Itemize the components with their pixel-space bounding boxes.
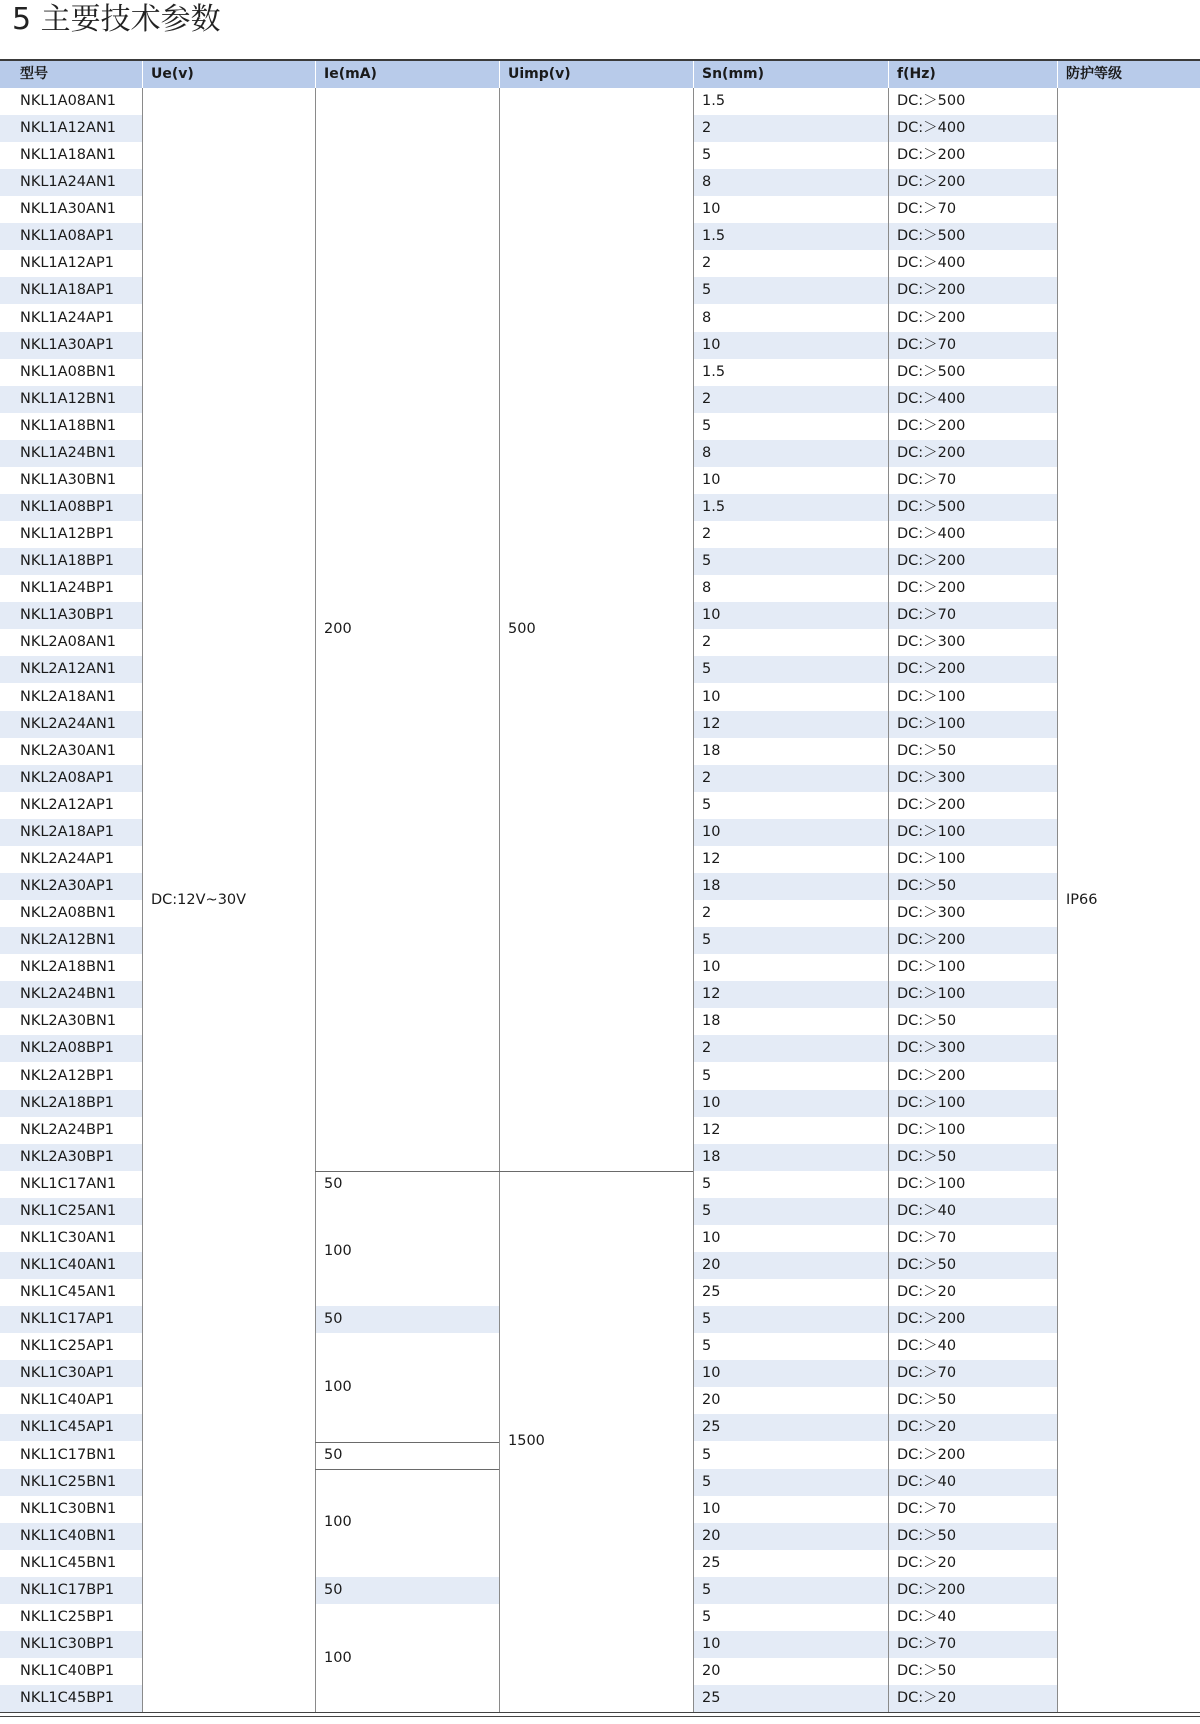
model-cell: NKL1C25AP1 (20, 1338, 115, 1355)
model-cell: NKL1C30AN1 (20, 1229, 117, 1246)
model-cell: NKL1A24BP1 (20, 580, 114, 597)
frequency-cell: DC:＞70 (897, 1365, 957, 1382)
sn-cell: 5 (702, 1311, 712, 1328)
model-cell: NKL2A24AN1 (20, 715, 117, 732)
model-cell: NKL1A24AP1 (20, 309, 114, 326)
frequency-cell: DC:＞200 (897, 147, 966, 164)
sn-cell: 2 (702, 634, 712, 651)
model-cell: NKL2A18BP1 (20, 1094, 114, 1111)
header-divider (142, 61, 143, 88)
model-cell: NKL1C40AN1 (20, 1257, 117, 1273)
sn-cell: 1.5 (702, 228, 726, 245)
model-cell: NKL2A18AP1 (20, 823, 114, 840)
sn-cell: 1.5 (702, 363, 726, 380)
sn-cell: 20 (702, 1663, 721, 1680)
sn-cell: 10 (702, 1365, 721, 1382)
frequency-cell: DC:＞70 (897, 336, 957, 353)
model-cell: NKL2A08AP1 (20, 769, 114, 786)
model-cell: NKL2A24BN1 (20, 986, 117, 1003)
frequency-cell: DC:＞100 (897, 715, 966, 732)
row-stripe (693, 1523, 1057, 1550)
row-stripe (693, 115, 1057, 142)
sn-cell: 5 (702, 1473, 712, 1490)
header-divider (888, 61, 889, 88)
model-cell: NKL1C25BN1 (20, 1473, 117, 1490)
frequency-cell: DC:＞200 (897, 282, 966, 299)
sn-cell: 2 (702, 769, 712, 786)
frequency-cell: DC:＞200 (897, 661, 966, 678)
model-cell: NKL2A08BP1 (20, 1040, 114, 1057)
model-cell: NKL1C45BN1 (20, 1554, 117, 1571)
frequency-cell: DC:＞50 (897, 1527, 957, 1544)
frequency-cell: DC:＞70 (897, 201, 957, 218)
frequency-cell: DC:＞50 (897, 1663, 957, 1680)
ie-cell: 100 (324, 1514, 352, 1531)
frequency-cell: DC:＞40 (897, 1202, 957, 1219)
row-stripe (693, 494, 1057, 521)
row-stripe (693, 1469, 1057, 1496)
model-cell: NKL2A30BN1 (20, 1013, 117, 1030)
sn-cell: 5 (702, 661, 712, 678)
frequency-cell: DC:＞50 (897, 1392, 957, 1409)
sn-cell: 5 (702, 1608, 712, 1625)
row-stripe (693, 873, 1057, 900)
row-stripe (693, 656, 1057, 683)
frequency-cell: DC:＞100 (897, 850, 966, 867)
sn-cell: 2 (702, 120, 712, 137)
frequency-cell: DC:＞200 (897, 174, 966, 191)
model-cell: NKL2A08AN1 (20, 634, 117, 651)
sn-cell: 10 (702, 688, 721, 705)
sn-cell: 10 (702, 336, 721, 353)
model-cell: NKL1C45BP1 (20, 1690, 115, 1707)
frequency-cell: DC:＞100 (897, 1175, 966, 1192)
model-cell: NKL2A08BN1 (20, 905, 117, 922)
sn-cell: 10 (702, 1229, 721, 1246)
frequency-cell: DC:＞40 (897, 1473, 957, 1490)
column-divider (1057, 88, 1058, 1712)
model-cell: NKL1C40BN1 (20, 1527, 117, 1544)
frequency-cell: DC:＞400 (897, 526, 966, 543)
model-cell: NKL2A12AP1 (20, 796, 114, 813)
ie-cell: 100 (324, 1649, 352, 1666)
model-cell: NKL1A18AN1 (20, 147, 117, 164)
frequency-cell: DC:＞200 (897, 1446, 966, 1463)
model-cell: NKL1A30BN1 (20, 471, 117, 488)
frequency-cell: DC:＞100 (897, 1121, 966, 1138)
sn-cell: 20 (702, 1392, 721, 1409)
header-divider (315, 61, 316, 88)
model-cell: NKL1C17BP1 (20, 1581, 115, 1598)
model-cell: NKL1C25BP1 (20, 1608, 115, 1625)
model-cell: NKL2A18AN1 (20, 688, 117, 705)
sn-cell: 18 (702, 878, 721, 895)
table-header (0, 61, 1200, 88)
ie-box-top (315, 1442, 499, 1443)
sn-cell: 10 (702, 201, 721, 218)
row-stripe (693, 223, 1057, 250)
model-cell: NKL1A30AP1 (20, 336, 114, 353)
frequency-cell: DC:＞50 (897, 878, 957, 895)
sn-cell: 10 (702, 823, 721, 840)
model-cell: NKL1A24BN1 (20, 444, 117, 461)
row-stripe (693, 765, 1057, 792)
row-stripe (693, 1090, 1057, 1117)
frequency-cell: DC:＞500 (897, 499, 966, 516)
sn-cell: 10 (702, 959, 721, 976)
column-divider (888, 88, 889, 1712)
sn-cell: 2 (702, 255, 712, 272)
sn-cell: 8 (702, 444, 712, 461)
sn-cell: 12 (702, 715, 721, 732)
page-title: 5 主要技术参数 (12, 2, 221, 37)
model-cell: NKL1A18AP1 (20, 282, 114, 299)
row-stripe (693, 981, 1057, 1008)
sn-cell: 20 (702, 1527, 721, 1544)
frequency-cell: DC:＞100 (897, 688, 966, 705)
sn-cell: 20 (702, 1257, 721, 1273)
header-sn: Sn(mm) (702, 66, 765, 82)
uimp-cell: 500 (508, 620, 536, 637)
sn-cell: 12 (702, 1121, 721, 1138)
model-cell: NKL1A30AN1 (20, 201, 117, 218)
header-uimp: Uimp(v) (508, 66, 571, 82)
model-cell: NKL1C25AN1 (20, 1202, 117, 1219)
sn-cell: 25 (702, 1554, 721, 1571)
row-stripe (693, 1035, 1057, 1062)
frequency-cell: DC:＞200 (897, 1067, 966, 1084)
row-stripe (693, 169, 1057, 196)
header-f: f(Hz) (897, 66, 936, 82)
sn-cell: 18 (702, 1013, 721, 1030)
frequency-cell: DC:＞40 (897, 1608, 957, 1625)
ie-cell: 50 (324, 1446, 343, 1463)
row-stripe (693, 1414, 1057, 1441)
model-cell: NKL1C45AP1 (20, 1419, 115, 1436)
table-body (0, 88, 1200, 1712)
frequency-cell: DC:＞400 (897, 390, 966, 407)
protection-cell: IP66 (1066, 891, 1098, 908)
sn-cell: 5 (702, 1581, 712, 1598)
model-cell: NKL1A08AP1 (20, 228, 114, 245)
row-stripe (693, 277, 1057, 304)
ie-cell: 50 (324, 1581, 343, 1598)
sn-cell: 25 (702, 1690, 721, 1707)
sn-cell: 5 (702, 282, 712, 299)
sn-cell: 5 (702, 1175, 712, 1192)
ie-cell: 100 (324, 1243, 352, 1260)
sn-cell: 8 (702, 309, 712, 326)
header-divider (1057, 61, 1058, 88)
row-stripe (693, 548, 1057, 575)
ie-cell: 50 (324, 1175, 343, 1192)
frequency-cell: DC:＞500 (897, 93, 966, 109)
frequency-cell: DC:＞200 (897, 1311, 966, 1328)
frequency-cell: DC:＞200 (897, 796, 966, 813)
ie-cell-stripe (315, 1577, 499, 1604)
frequency-cell: DC:＞300 (897, 905, 966, 922)
frequency-cell: DC:＞200 (897, 444, 966, 461)
header-divider (693, 61, 694, 88)
row-stripe (693, 1144, 1057, 1171)
frequency-cell: DC:＞70 (897, 1500, 957, 1517)
model-cell: NKL1A18BP1 (20, 553, 114, 570)
frequency-cell: DC:＞300 (897, 1040, 966, 1057)
sn-cell: 2 (702, 390, 712, 407)
sn-cell: 5 (702, 796, 712, 813)
ie-box-bottom (315, 1469, 499, 1470)
frequency-cell: DC:＞20 (897, 1284, 957, 1301)
sn-cell: 5 (702, 932, 712, 949)
column-divider (693, 88, 694, 1712)
table-bottom-rule (0, 1712, 1200, 1713)
frequency-cell: DC:＞500 (897, 228, 966, 245)
frequency-cell: DC:＞20 (897, 1690, 957, 1707)
row-stripe (693, 819, 1057, 846)
model-cell: NKL2A12BN1 (20, 932, 117, 949)
sn-cell: 12 (702, 986, 721, 1003)
model-cell: NKL1C40AP1 (20, 1392, 115, 1409)
frequency-cell: DC:＞200 (897, 932, 966, 949)
row-stripe (693, 1306, 1057, 1333)
model-cell: NKL1A30BP1 (20, 607, 114, 624)
sn-cell: 2 (702, 526, 712, 543)
frequency-cell: DC:＞400 (897, 255, 966, 272)
frequency-cell: DC:＞70 (897, 1229, 957, 1246)
model-cell: NKL1C30AP1 (20, 1365, 115, 1382)
row-stripe (693, 1577, 1057, 1604)
row-stripe (693, 711, 1057, 738)
frequency-cell: DC:＞70 (897, 471, 957, 488)
sn-cell: 5 (702, 1446, 712, 1463)
frequency-cell: DC:＞100 (897, 1094, 966, 1111)
sn-cell: 5 (702, 1338, 712, 1355)
sn-cell: 2 (702, 1040, 712, 1057)
model-cell: NKL1A12BN1 (20, 390, 117, 407)
frequency-cell: DC:＞70 (897, 1635, 957, 1652)
row-stripe (693, 1631, 1057, 1658)
frequency-cell: DC:＞100 (897, 823, 966, 840)
frequency-cell: DC:＞50 (897, 1148, 957, 1165)
model-cell: NKL2A12BP1 (20, 1067, 114, 1084)
model-cell: NKL1C30BP1 (20, 1635, 115, 1652)
sn-cell: 12 (702, 850, 721, 867)
table-bottom-rule-2 (0, 1716, 1200, 1717)
sn-cell: 8 (702, 580, 712, 597)
model-cell: NKL1A18BN1 (20, 417, 117, 434)
frequency-cell: DC:＞50 (897, 742, 957, 759)
sn-cell: 1.5 (702, 499, 726, 516)
sn-cell: 10 (702, 471, 721, 488)
model-cell: NKL1A24AN1 (20, 174, 117, 191)
model-cell: NKL2A24BP1 (20, 1121, 114, 1138)
model-cell: NKL1A12BP1 (20, 526, 114, 543)
frequency-cell: DC:＞50 (897, 1257, 957, 1273)
model-cell: NKL2A12AN1 (20, 661, 117, 678)
header-protection: 防护等级 (1066, 66, 1122, 82)
sn-cell: 5 (702, 417, 712, 434)
model-cell: NKL2A30BP1 (20, 1148, 114, 1165)
row-stripe (693, 1360, 1057, 1387)
model-cell: NKL1C45AN1 (20, 1284, 117, 1301)
sn-cell: 18 (702, 742, 721, 759)
column-divider (499, 88, 500, 1712)
model-cell: NKL1A12AP1 (20, 255, 114, 272)
row-stripe (693, 1685, 1057, 1712)
group-divider (315, 1171, 693, 1172)
frequency-cell: DC:＞20 (897, 1554, 957, 1571)
model-cell: NKL2A30AN1 (20, 742, 117, 759)
sn-cell: 10 (702, 1500, 721, 1517)
model-cell: NKL1A08BP1 (20, 499, 114, 516)
sn-cell: 2 (702, 905, 712, 922)
row-stripe (693, 1252, 1057, 1279)
header-divider (499, 61, 500, 88)
sn-cell: 5 (702, 553, 712, 570)
sn-cell: 5 (702, 1202, 712, 1219)
sn-cell: 10 (702, 1094, 721, 1111)
sn-cell: 8 (702, 174, 712, 191)
sn-cell: 25 (702, 1284, 721, 1301)
sn-cell: 10 (702, 1635, 721, 1652)
frequency-cell: DC:＞200 (897, 417, 966, 434)
row-stripe (693, 440, 1057, 467)
model-cell: NKL1C40BP1 (20, 1663, 115, 1680)
model-cell: NKL1C17AN1 (20, 1175, 117, 1192)
uimp-cell: 1500 (508, 1432, 545, 1449)
sn-cell: 10 (702, 607, 721, 624)
frequency-cell: DC:＞100 (897, 986, 966, 1003)
frequency-cell: DC:＞400 (897, 120, 966, 137)
sn-cell: 5 (702, 147, 712, 164)
frequency-cell: DC:＞70 (897, 607, 957, 624)
row-stripe (693, 1198, 1057, 1225)
ie-cell: 100 (324, 1378, 352, 1395)
frequency-cell: DC:＞50 (897, 1013, 957, 1030)
column-divider (142, 88, 143, 1712)
frequency-cell: DC:＞200 (897, 580, 966, 597)
model-cell: NKL1A08AN1 (20, 93, 117, 109)
frequency-cell: DC:＞200 (897, 553, 966, 570)
frequency-cell: DC:＞200 (897, 309, 966, 326)
sn-cell: 18 (702, 1148, 721, 1165)
ie-cell: 50 (324, 1311, 343, 1328)
frequency-cell: DC:＞300 (897, 634, 966, 651)
header-ie: Ie(mA) (324, 66, 377, 82)
model-cell: NKL2A24AP1 (20, 850, 114, 867)
sn-cell: 25 (702, 1419, 721, 1436)
model-cell: NKL1C17BN1 (20, 1446, 117, 1463)
model-cell: NKL2A30AP1 (20, 878, 114, 895)
model-cell: NKL1C30BN1 (20, 1500, 117, 1517)
sn-cell: 5 (702, 1067, 712, 1084)
ie-cell: 200 (324, 620, 352, 637)
ue-cell: DC:12V~30V (151, 891, 247, 908)
model-cell: NKL1A12AN1 (20, 120, 117, 137)
model-cell: NKL2A18BN1 (20, 959, 117, 976)
frequency-cell: DC:＞40 (897, 1338, 957, 1355)
frequency-cell: DC:＞100 (897, 959, 966, 976)
model-cell: NKL1C17AP1 (20, 1311, 115, 1328)
row-stripe (693, 386, 1057, 413)
frequency-cell: DC:＞20 (897, 1419, 957, 1436)
row-stripe (693, 332, 1057, 359)
sn-cell: 1.5 (702, 93, 726, 109)
row-stripe (693, 602, 1057, 629)
frequency-cell: DC:＞200 (897, 1581, 966, 1598)
row-stripe (693, 927, 1057, 954)
frequency-cell: DC:＞300 (897, 769, 966, 786)
frequency-cell: DC:＞500 (897, 363, 966, 380)
header-ue: Ue(v) (151, 66, 194, 82)
ie-cell-stripe (315, 1306, 499, 1333)
model-cell: NKL1A08BN1 (20, 363, 117, 380)
header-model: 型号 (20, 66, 48, 82)
